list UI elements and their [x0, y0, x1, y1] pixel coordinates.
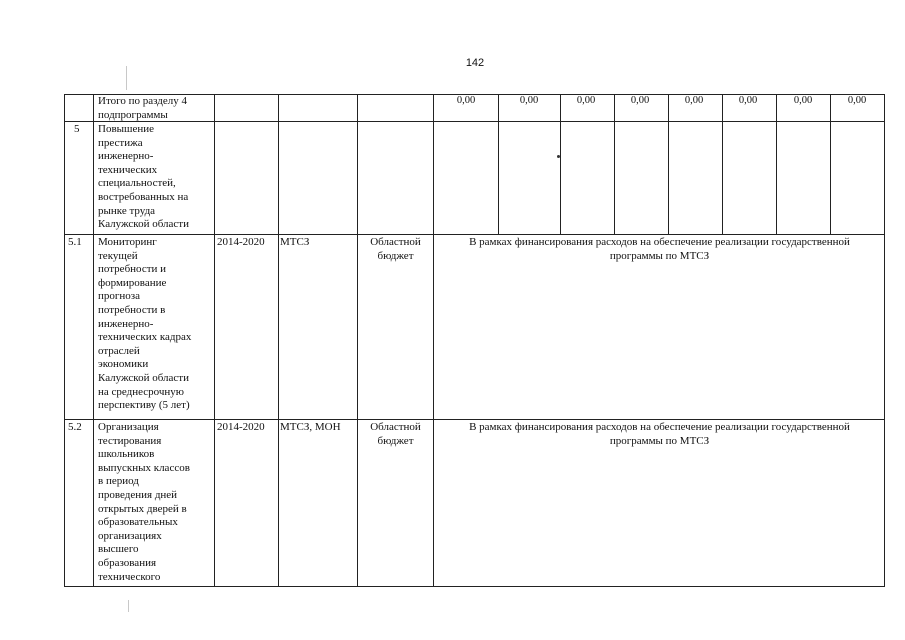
value-cell: 0,00 — [630, 95, 650, 106]
value-cell: 0,00 — [738, 95, 758, 106]
table-rule — [64, 121, 885, 122]
value-cell: 0,00 — [456, 95, 476, 106]
financing-note: В рамках финансирования расходов на обеспечение реализации государственной программы по МТСЗ — [469, 236, 850, 262]
value-cell: 0,00 — [793, 95, 813, 106]
scan-artifact — [128, 600, 129, 612]
table-rule — [64, 94, 65, 587]
row-number: 5.2 — [68, 421, 82, 433]
table-rule — [722, 94, 723, 235]
table-rule — [776, 94, 777, 235]
value-cell: 0,00 — [847, 95, 867, 106]
table-rule — [614, 94, 615, 235]
table-rule — [560, 94, 561, 235]
value-cell: 0,00 — [519, 95, 539, 106]
funding-source: Областной бюджет — [370, 236, 421, 262]
table-rule — [278, 94, 279, 587]
financing-note: В рамках финансирования расходов на обеспечение реализации государственной программы по МТСЗ — [469, 421, 850, 447]
row-title: Итого по разделу 4 подпрограммы — [98, 95, 187, 121]
funding-source: Областной бюджет — [370, 421, 421, 447]
scan-mark — [557, 155, 560, 158]
table-rule — [830, 94, 831, 235]
table-rule — [668, 94, 669, 235]
row-title: Повышение престижа инженерно- технических специальностей, востребованных на рынке труда Калужской области — [98, 123, 189, 231]
value-cell: 0,00 — [576, 95, 596, 106]
table-rule — [64, 586, 885, 587]
row-number: 5 — [74, 123, 80, 135]
row-title: Мониторинг текущей потребности и формирование прогноза потребности в инженерно- технических кадрах отраслей экономики Калужской области на среднесрочную перспективу (5 лет) — [98, 236, 192, 412]
scan-artifact — [126, 66, 127, 90]
program-table — [64, 94, 885, 587]
row-title: Организация тестирования школьников выпускных классов в период проведения дней открытых дверей в образовательных организациях высшего образования технического — [98, 421, 190, 583]
table-rule — [93, 94, 94, 587]
value-cell: 0,00 — [684, 95, 704, 106]
table-rule — [433, 94, 434, 587]
executor: МТСЗ, МОН — [280, 421, 341, 433]
table-rule — [884, 94, 885, 587]
page-number: 142 — [465, 57, 485, 69]
table-rule — [64, 234, 885, 235]
table-rule — [214, 94, 215, 587]
executor: МТСЗ — [280, 236, 310, 248]
table-rule — [357, 94, 358, 587]
table-rule — [64, 419, 885, 420]
period: 2014-2020 — [217, 421, 265, 433]
row-number: 5.1 — [68, 236, 82, 248]
table-rule — [498, 94, 499, 235]
period: 2014-2020 — [217, 236, 265, 248]
